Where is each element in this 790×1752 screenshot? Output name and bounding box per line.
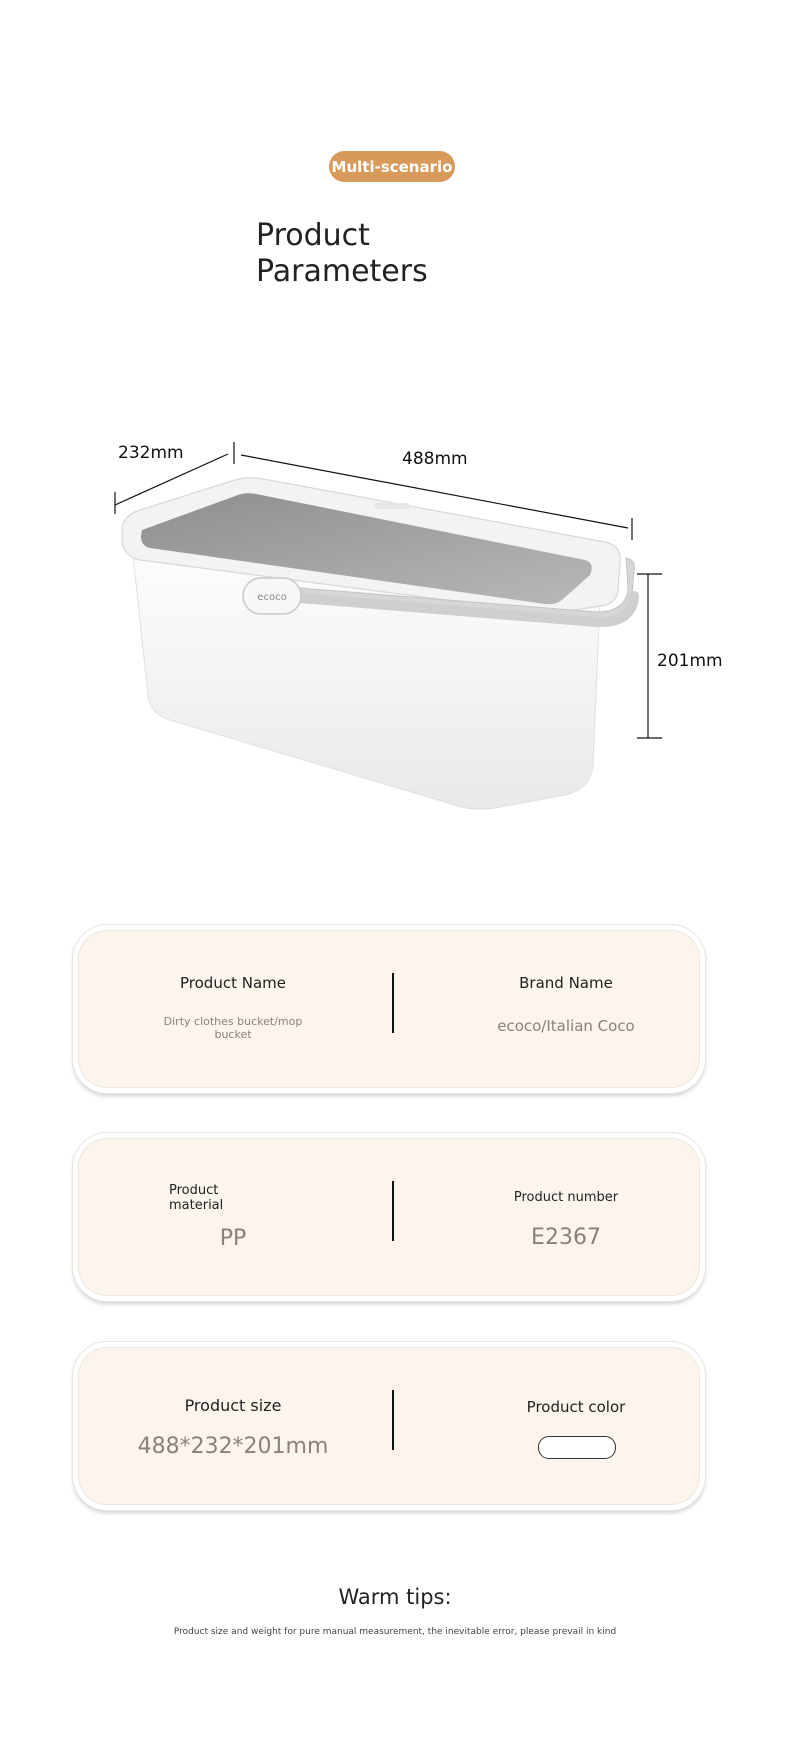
title-line-1: Product [256,218,370,253]
card-divider [392,1390,394,1450]
depth-dimension-label: 232mm [118,443,184,463]
product-size-label: Product size [184,1396,282,1415]
product-material-card [73,1133,705,1301]
product-name-card [73,925,705,1093]
warm-tips-note: Product size and weight for pure manual measurement, the inevitable error, please prevail in kind [173,1627,617,1637]
product-size-value: 488*232*201mm [137,1434,329,1459]
brand-name-label: Brand Name [519,974,613,992]
product-name-value: Dirty clothes bucket/mop bucket [163,1015,303,1041]
product-name-label: Product Name [180,974,286,992]
card-divider [392,1181,394,1241]
page-title [256,218,556,290]
scenario-badge: Multi-scenario [329,151,455,182]
brand-name-value: ecoco/Italian Coco [497,1017,635,1035]
ecoco-logo: ecoco [257,592,287,603]
length-dimension-label: 488mm [402,449,468,469]
product-size-card [73,1342,705,1510]
product-material-label: Product material [169,1183,224,1213]
card-divider [392,973,394,1033]
title-line-2: Parameters [256,254,428,289]
product-color-swatch [538,1436,616,1459]
height-dimension-label: 201mm [657,651,723,671]
product-number-label: Product number [513,1190,619,1205]
product-material-value: PP [219,1226,247,1251]
bucket-product-image [0,420,790,820]
warm-tips-heading: Warm tips: [338,1585,452,1609]
product-color-label: Product color [526,1398,626,1416]
product-number-value: E2367 [531,1225,601,1250]
